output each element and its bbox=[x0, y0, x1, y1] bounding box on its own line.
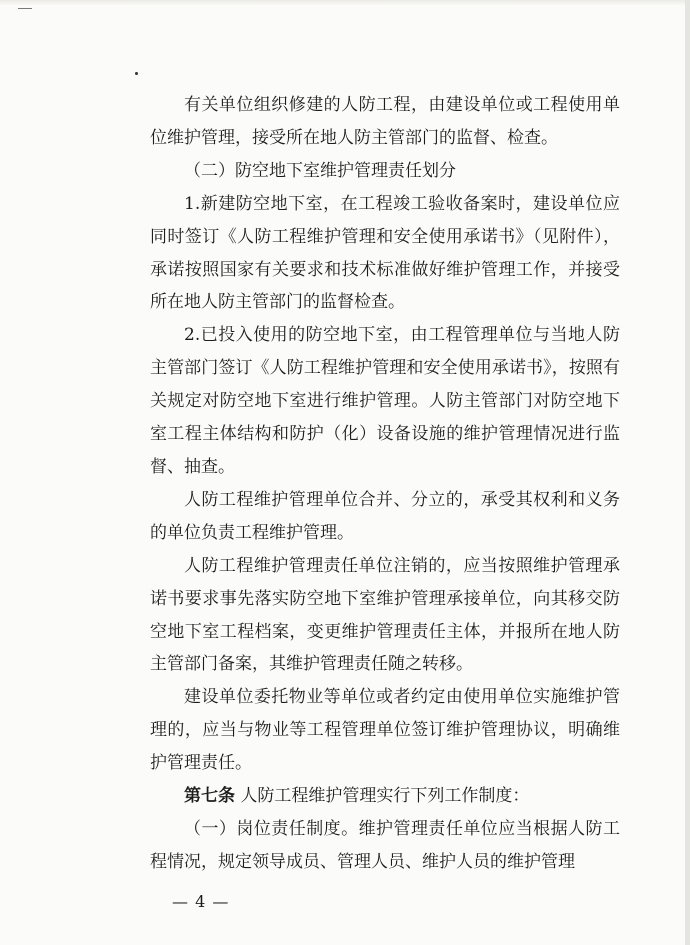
paragraph-p6: 人防工程维护管理责任单位注销的，应当按照维护管理承诺书要求事先落实防空地下室维护管理承接单位，向其移交防空地下室工程档案，变更维护管理责任主体，并报所在地人防主管部门备案，其维护管理责任随之转移。 bbox=[150, 555, 620, 675]
paragraph-p1: 有关单位组织修建的人防工程，由建设单位或工程使用单位维护管理，接受所在地人防主管部门的监督、检查。 bbox=[150, 95, 620, 148]
paragraph-last: （一）岗位责任制度。维护管理责任单位应当根据人防工程情况，规定领导成员、管理人员、维护人员的维护管理 bbox=[150, 818, 620, 872]
paragraph-p4: 2.已投入使用的防空地下室，由工程管理单位与当地人防主管部门签订《人防工程维护管理和安全使用承诺书》，按照有关规定对防空地下室进行维护管理。人防主管部门对防空地下室工程主体结构和防护（化）设备设施的维护管理情况进行监督、抽查。 bbox=[150, 325, 620, 477]
article-7 bbox=[150, 780, 620, 813]
paragraph-p3: 1.新建防空地下室，在工程竣工验收备案时，建设单位应同时签订《人防工程维护管理和安全使用承诺书》（见附件），承诺按照国家有关要求和技术标准做好维护管理工作，并接受所在地人防主管部门的监督检查。 bbox=[150, 193, 620, 313]
document-body bbox=[150, 89, 620, 879]
corner-mark bbox=[18, 8, 32, 9]
scan-dot bbox=[135, 72, 138, 75]
article-text: 人防工程维护管理实行下列工作制度： bbox=[240, 786, 530, 807]
scan-edge-right bbox=[685, 0, 690, 945]
page-number: — 4 — bbox=[172, 892, 230, 911]
paragraph-p5: 人防工程维护管理单位合并、分立的，承受其权利和义务的单位负责工程维护管理。 bbox=[150, 489, 620, 543]
scan-edge-top bbox=[0, 0, 690, 6]
article-number: 第七条 bbox=[184, 786, 235, 807]
section-heading-2: （二）防空地下室维护管理责任划分 bbox=[184, 160, 456, 181]
paragraph-p7: 建设单位委托物业等单位或者约定由使用单位实施维护管理的，应当与物业等工程管理单位签订维护管理协议，明确维护管理责任。 bbox=[150, 687, 620, 774]
